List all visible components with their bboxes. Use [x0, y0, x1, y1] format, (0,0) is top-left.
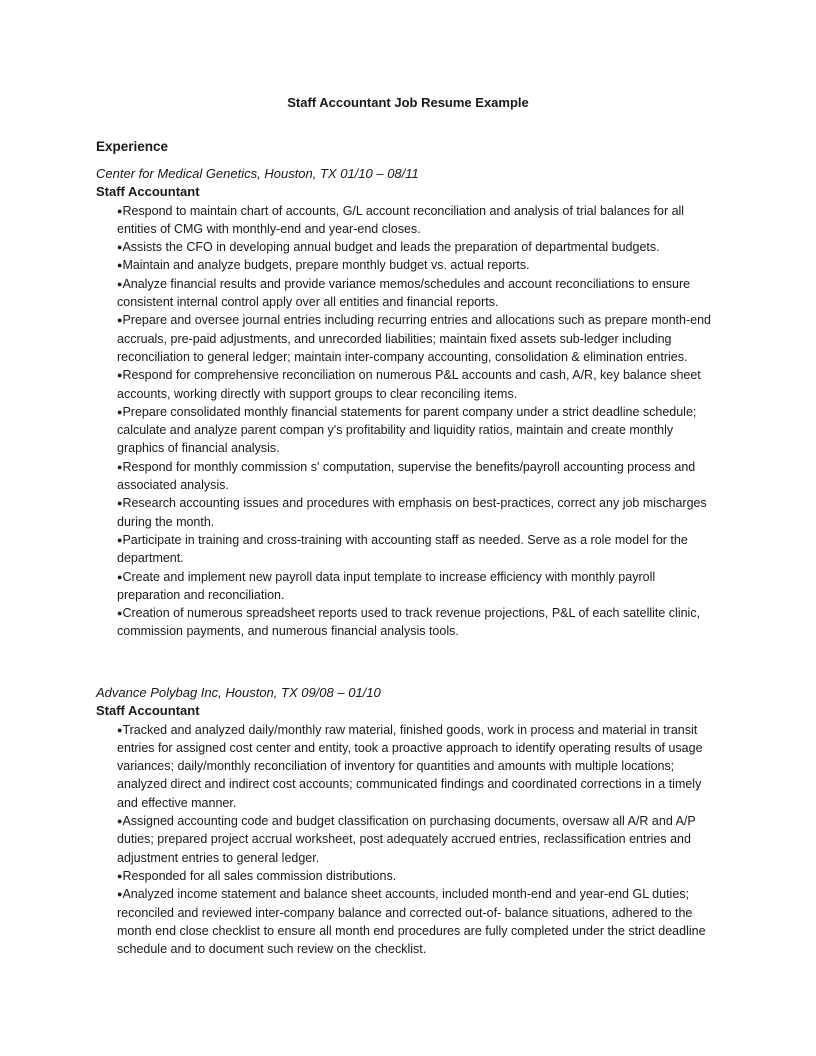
bullet-text: Participate in training and cross-training with accounting staff as needed. Serve as a role model for the department. — [117, 532, 688, 566]
bullet-text: Tracked and analyzed daily/monthly raw material, finished goods, work in process and material in transit entries for assigned cost center and entity, took a proactive approach to identify operating results of usage variances; daily/monthly reconciliation of inventory for quantities and amounts with multiple locations; analyzed direct and indirect cost accounts; communicated findings and coordinated corrections in a timely and effective manner. — [117, 722, 703, 810]
bullet-text: Respond for monthly commission s' computation, supervise the benefits/payroll accounting process and associated analysis. — [117, 459, 696, 493]
job-bullet — [117, 812, 716, 867]
bullet-icon: ● — [117, 461, 123, 472]
bullet-icon: ● — [117, 816, 123, 827]
job-bullet — [117, 494, 716, 531]
job-bullet — [117, 867, 716, 885]
job-role: Staff Accountant — [96, 703, 200, 719]
job-bullet — [117, 275, 716, 312]
bullet-icon: ● — [117, 315, 123, 326]
bullet-text: Prepare and oversee journal entries including recurring entries and allocations such as prepare month-end accruals, pre-paid adjustments, and unrecorded liabilities; maintain fixed assets sub-ledger including reconciliation to general ledger; maintain inter-company accounting, consolidation & elimination entries. — [117, 313, 711, 364]
bullet-text: Respond to maintain chart of accounts, G/L account reconciliation and analysis of trial balances for all entities of CMG with monthly-end and year-end closes. — [117, 203, 685, 236]
job-bullet — [117, 458, 716, 495]
job-role: Staff Accountant — [96, 184, 200, 200]
job-entry — [96, 165, 716, 641]
job-bullet — [117, 531, 716, 568]
bullet-text: Assists the CFO in developing annual budget and leads the preparation of departmental budgets. — [122, 240, 660, 255]
bullet-icon: ● — [117, 370, 123, 381]
bullet-text: Respond for comprehensive reconciliation on numerous P&L accounts and cash, A/R, key balance sheet accounts, working directly with support groups to clear reconciling items. — [117, 368, 701, 401]
bullet-text: Analyzed income statement and balance sheet accounts, included month-end and year-end GL duties; reconciled and reviewed inter-company balance and corrected out-of- balance situations, adhered to the month end close checklist to ensure all month end procedures are fully completed under the strict deadline schedule and to document such review on the checklist. — [117, 887, 706, 957]
bullet-icon: ● — [117, 242, 123, 253]
bullet-icon: ● — [117, 260, 123, 271]
bullet-text: Prepare consolidated monthly financial statements for parent company under a strict deadline schedule; calculate and analyze parent compan y's profitability and liquidity ratios, maintain and create monthly graphics of financial analysis. — [117, 404, 697, 456]
job-bullet — [117, 202, 716, 239]
bullet-text: Create and implement new payroll data input template to increase efficiency with monthly payroll preparation and reconciliation. — [117, 569, 656, 602]
job-bullet — [117, 403, 716, 458]
bullet-icon: ● — [117, 870, 123, 881]
job-entry — [96, 684, 716, 958]
bullet-icon: ● — [117, 406, 123, 417]
job-bullet-list — [96, 202, 716, 641]
employer-line: Advance Polybag Inc, Houston, TX 09/08 – 01/10 — [96, 685, 381, 700]
bullet-icon: ● — [117, 205, 123, 216]
bullet-text: Maintain and analyze budgets, prepare monthly budget vs. actual reports. — [122, 258, 530, 273]
bullet-text: Creation of numerous spreadsheet reports used to track revenue projections, P&L of each satellite clinic, commission payments, and numerous financial analysis tools. — [117, 606, 701, 639]
job-bullet — [117, 256, 716, 274]
bullet-icon: ● — [117, 608, 123, 619]
job-bullet — [117, 311, 716, 366]
section-heading-experience: Experience — [96, 139, 169, 154]
bullet-text: Analyze financial results and provide variance memos/schedules and account reconciliations to ensure consistent internal control apply over all entities and financial reports. — [117, 276, 691, 310]
job-bullet — [117, 568, 716, 605]
bullet-icon: ● — [117, 278, 123, 289]
job-bullet — [117, 604, 716, 641]
bullet-icon: ● — [117, 889, 123, 900]
bullet-text: Assigned accounting code and budget classification on purchasing documents, oversaw all A/R and A/P duties; prepared project accrual worksheet, post adequately accrued entries, reclassification entries and adjustment entries to general ledger. — [117, 814, 696, 865]
document-title: Staff Accountant Job Resume Example — [287, 95, 529, 110]
bullet-icon: ● — [117, 571, 123, 582]
job-bullet-list — [96, 721, 716, 959]
job-bullet — [117, 366, 716, 403]
bullet-icon: ● — [117, 534, 123, 545]
bullet-text: Responded for all sales commission distributions. — [122, 868, 397, 883]
job-bullet — [117, 885, 716, 958]
bullet-icon: ● — [117, 498, 123, 509]
bullet-text: Research accounting issues and procedures with emphasis on best-practices, correct any job mischarges during the month. — [117, 496, 707, 529]
job-bullet — [117, 721, 716, 812]
bullet-icon: ● — [117, 724, 123, 735]
job-bullet — [117, 238, 716, 256]
employer-line: Center for Medical Genetics, Houston, TX 01/10 – 08/11 — [96, 166, 419, 181]
